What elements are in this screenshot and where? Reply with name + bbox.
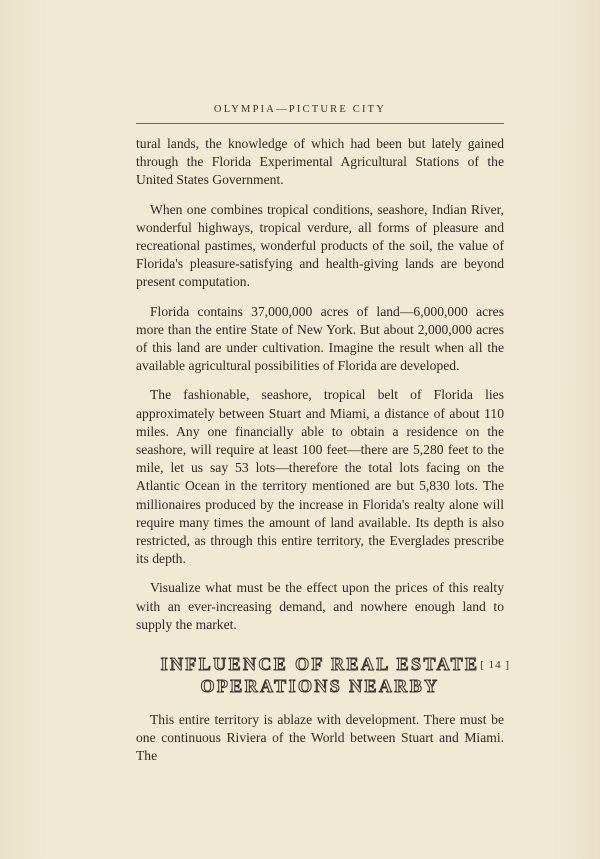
header-rule bbox=[136, 123, 504, 124]
running-head: OLYMPIA—PICTURE CITY bbox=[213, 104, 387, 115]
section-heading-line-1: INFLUENCE OF REAL ESTATE bbox=[160, 654, 480, 675]
paragraph-visualize: Visualize what must be the effect upon the prices of this realty with an ever-increasing demand, and nowhere enough land to supply the market. bbox=[136, 580, 504, 632]
page-number: [ 14 ] bbox=[480, 659, 510, 671]
paragraph-tropical-conditions: When one combines tropical conditions, seashore, Indian River, wonderful highways, tropical verdure, all forms of pleasure and recreational pastimes, wonderful products of the soil, the value of Florida's pleasure-satisfying and health-giving lands are beyond present computation. bbox=[136, 201, 504, 290]
paragraph-seashore-belt: The fashionable, seashore, tropical belt of Florida lies approximately between Stuart and Miami, a distance of about 110 miles. Any one financially able to obtain a residence on the seashore, will require at least 100 feet—there are 5,280 feet to the mile, let us say 53 lots—therefore the total lots facing on the Atlantic Ocean in the territory mentioned are but 5,830 lots. The millionaires produced by the increase in Florida's realty alone will require many times the amount of land available. Its depth is also restricted, as through this entire territory, the Everglades prescribe its depth. bbox=[136, 387, 504, 567]
body-text bbox=[136, 135, 504, 777]
section-heading bbox=[136, 653, 504, 697]
section-heading-line-2: OPERATIONS NEARBY bbox=[200, 676, 440, 697]
paragraph-continued: tural lands, the knowledge of which had been but lately gained through the Florida Experimental Agricultural Stations of the United States Government. bbox=[136, 136, 504, 188]
paragraph-closing: This entire territory is ablaze with development. There must be one continuous Riviera of the World between Stuart and Miami. The bbox=[136, 712, 504, 764]
paragraph-florida-acreage: Florida contains 37,000,000 acres of land—6,000,000 acres more than the entire State of New York. But about 2,000,000 acres of this land are under cultivation. Imagine the result when all the available agricultural possibilities of Florida are developed. bbox=[136, 303, 504, 374]
